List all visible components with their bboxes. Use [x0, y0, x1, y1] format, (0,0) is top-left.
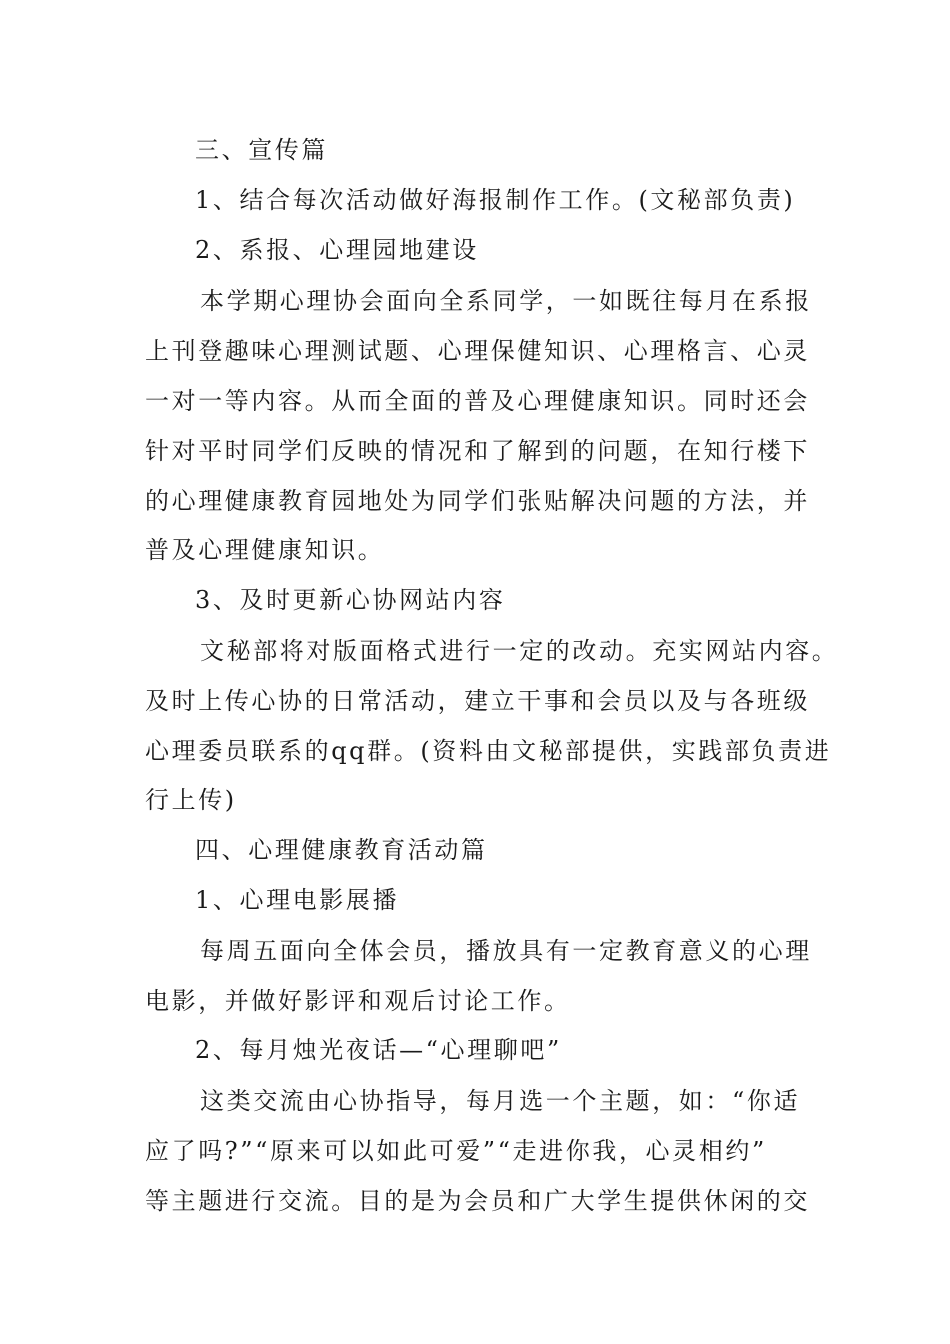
item-poster-work: 1、结合每次活动做好海报制作工作。(文秘部负责): [195, 186, 796, 214]
paragraph-line: 及时上传心协的日常活动，建立干事和会员以及与各班级: [145, 687, 810, 715]
item-website-update: 3、及时更新心协网站内容: [195, 586, 506, 614]
paragraph-line: 这类交流由心协指导，每月选一个主题，如：“你适: [200, 1087, 801, 1115]
paragraph-line: 上刊登趣味心理测试题、心理保健知识、心理格言、心灵: [145, 337, 810, 365]
paragraph-line: 针对平时同学们反映的情况和了解到的问题，在知行楼下: [145, 437, 810, 465]
section-heading-publicity: 三、宣传篇: [195, 136, 328, 164]
paragraph-line: 等主题进行交流。目的是为会员和广大学生提供休闲的交: [145, 1187, 810, 1215]
paragraph-line: 每周五面向全体会员，播放具有一定教育意义的心理: [200, 937, 812, 965]
paragraph-line: 本学期心理协会面向全系同学，一如既往每月在系报: [200, 287, 812, 315]
item-bulletin-garden: 2、系报、心理园地建设: [195, 236, 479, 264]
section-heading-activities: 四、心理健康教育活动篇: [195, 836, 488, 864]
item-candlelight-talk: 2、每月烛光夜话—“心理聊吧”: [195, 1036, 562, 1064]
paragraph-line: 应了吗?”“原来可以如此可爱”“走进你我，心灵相约”: [145, 1137, 767, 1165]
paragraph-line: 电影，并做好影评和观后讨论工作。: [145, 987, 571, 1015]
paragraph-line: 一对一等内容。从而全面的普及心理健康知识。同时还会: [145, 387, 810, 415]
item-movie-screening: 1、心理电影展播: [195, 886, 400, 914]
paragraph-line: 行上传): [145, 786, 237, 814]
paragraph-line: 普及心理健康知识。: [145, 536, 385, 564]
paragraph-line: 文秘部将对版面格式进行一定的改动。充实网站内容。: [200, 637, 839, 665]
paragraph-line: 心理委员联系的qq群。(资料由文秘部提供，实践部负责进: [145, 737, 832, 765]
paragraph-line: 的心理健康教育园地处为同学们张贴解决问题的方法，并: [145, 487, 810, 515]
